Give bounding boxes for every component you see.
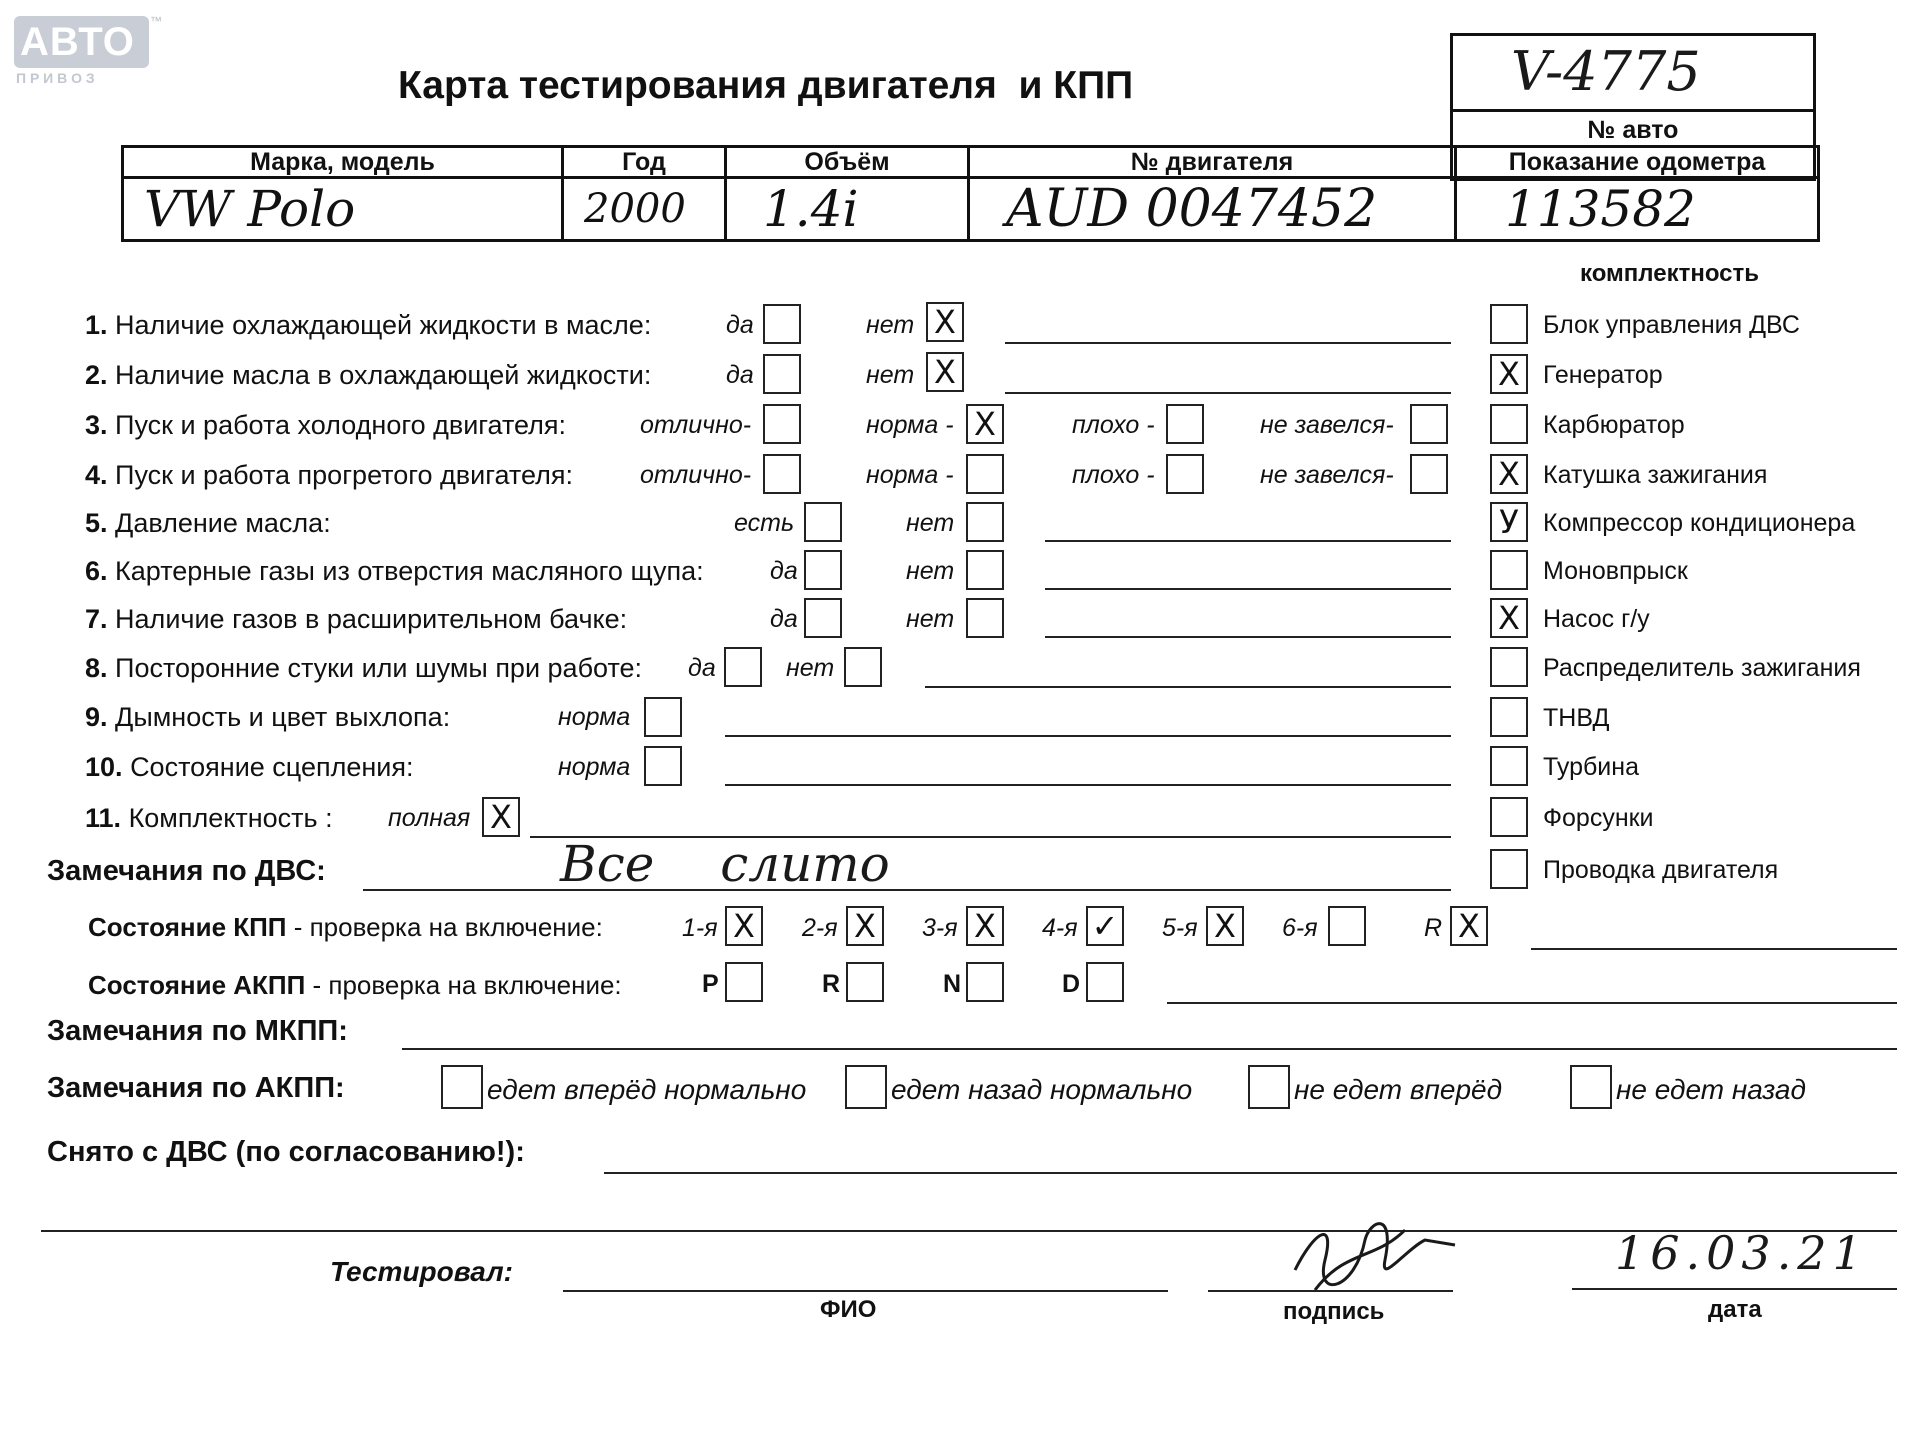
kpp-gear-6-checkbox[interactable] bbox=[1328, 906, 1366, 946]
logo bbox=[14, 16, 149, 68]
q8-checkbox-net[interactable] bbox=[844, 647, 882, 687]
brand-header: Марка, модель bbox=[123, 147, 563, 178]
akpp-mode-n-label: N bbox=[943, 970, 962, 998]
dvs-remarks-label: Замечания по ДВС: bbox=[47, 855, 326, 887]
q3-option-bad: плохо - bbox=[1072, 411, 1155, 439]
q3-normal-mark: X bbox=[974, 405, 996, 443]
completeness-label-mono-injection: Моновпрыск bbox=[1543, 557, 1688, 585]
question-9: 9. Дымность и цвет выхлопа: bbox=[85, 702, 451, 732]
completeness-checkbox-injection-pump[interactable] bbox=[1490, 697, 1528, 737]
ignition-coil-mark: X bbox=[1498, 455, 1520, 493]
q2-checkbox-da[interactable] bbox=[763, 354, 801, 394]
date-label: дата bbox=[1708, 1296, 1762, 1323]
kpp-gear-1-label: 1-я bbox=[682, 914, 718, 942]
power-steering-pump-mark: X bbox=[1498, 599, 1520, 637]
completeness-checkbox-ignition-coil[interactable] bbox=[1490, 454, 1528, 494]
q3-option-not-started: не завелся- bbox=[1260, 411, 1394, 439]
mkpp-remarks-label: Замечания по МКПП: bbox=[47, 1015, 348, 1047]
q9-checkbox-normal[interactable] bbox=[644, 697, 682, 737]
question-6: 6. Картерные газы из отверстия масляного щупа: bbox=[85, 556, 704, 586]
q1-option-da: да bbox=[726, 311, 754, 339]
dvs-remarks-line bbox=[363, 889, 1451, 891]
q3-checkbox-excellent[interactable] bbox=[763, 404, 801, 444]
completeness-checkbox-engine-wiring[interactable] bbox=[1490, 849, 1528, 889]
q7-checkbox-da[interactable] bbox=[804, 598, 842, 638]
completeness-title: комплектность bbox=[1580, 260, 1760, 287]
akpp-no-reverse-label: не едет назад bbox=[1616, 1074, 1806, 1105]
car-number-value: V-4775 bbox=[1511, 40, 1701, 103]
completeness-checkbox-ecu[interactable] bbox=[1490, 304, 1528, 344]
q4-checkbox-bad[interactable] bbox=[1166, 454, 1204, 494]
q6-checkbox-da[interactable] bbox=[804, 550, 842, 590]
odometer-value: 113582 bbox=[1456, 178, 1819, 241]
completeness-label-generator: Генератор bbox=[1543, 361, 1663, 389]
q7-checkbox-net[interactable] bbox=[966, 598, 1004, 638]
fio-line bbox=[563, 1290, 1168, 1292]
completeness-checkbox-turbine[interactable] bbox=[1490, 746, 1528, 786]
q5-option-yes: есть bbox=[734, 509, 795, 537]
akpp-mode-p-checkbox[interactable] bbox=[725, 962, 763, 1002]
generator-mark: X bbox=[1498, 355, 1520, 393]
question-3: 3. Пуск и работа холодного двигателя: bbox=[85, 410, 567, 440]
completeness-label-turbine: Турбина bbox=[1543, 753, 1639, 781]
akpp-mode-p-label: P bbox=[702, 970, 719, 998]
completeness-label-ac-compressor: Компрессор кондиционера bbox=[1543, 509, 1856, 537]
akpp-no-forward-label: не едет вперёд bbox=[1294, 1074, 1503, 1105]
q8-note-line bbox=[925, 686, 1451, 688]
kpp-gear-3-checkbox[interactable]: X bbox=[966, 906, 1004, 946]
kpp-gear-4-checkbox[interactable]: ✓ bbox=[1086, 906, 1124, 946]
akpp-remarks-label: Замечания по АКПП: bbox=[47, 1072, 345, 1104]
logo-tm: ™ bbox=[150, 14, 162, 28]
car-number-label: № авто bbox=[1587, 116, 1679, 144]
kpp-gear-2-checkbox[interactable]: X bbox=[846, 906, 884, 946]
volume-header: Объём bbox=[726, 147, 969, 178]
question-2: 2. Наличие масла в охлаждающей жидкости: bbox=[85, 360, 652, 390]
q4-checkbox-excellent[interactable] bbox=[763, 454, 801, 494]
completeness-checkbox-ac-compressor[interactable] bbox=[1490, 502, 1528, 542]
akpp-note-line bbox=[1167, 1002, 1897, 1004]
akpp-mode-n-checkbox[interactable] bbox=[966, 962, 1004, 1002]
logo-subtext: П Р И В О З bbox=[16, 70, 95, 86]
akpp-mode-r-label: R bbox=[822, 970, 841, 998]
completeness-label-power-steering-pump: Насос г/у bbox=[1543, 605, 1650, 633]
q4-option-normal: норма - bbox=[866, 461, 954, 489]
q5-option-no: нет bbox=[906, 509, 955, 537]
question-7: 7. Наличие газов в расширительном бачке: bbox=[85, 604, 628, 634]
engine-header: № двигателя bbox=[969, 147, 1456, 178]
q11-full-mark: X bbox=[490, 798, 512, 836]
q5-note-line bbox=[1045, 540, 1451, 542]
q5-checkbox-no[interactable] bbox=[966, 502, 1004, 542]
q1-checkbox-net[interactable] bbox=[926, 302, 964, 342]
tested-by-label: Тестировал: bbox=[330, 1256, 513, 1287]
q5-checkbox-yes[interactable] bbox=[804, 502, 842, 542]
q1-net-mark: X bbox=[934, 303, 956, 341]
vehicle-info-table bbox=[121, 145, 1820, 242]
q9-note-line bbox=[725, 735, 1451, 737]
q11-checkbox-full[interactable] bbox=[482, 797, 520, 837]
q2-option-net: нет bbox=[866, 361, 915, 389]
q3-option-normal: норма - bbox=[866, 411, 954, 439]
q6-option-da: да bbox=[770, 557, 798, 585]
q10-checkbox-normal[interactable] bbox=[644, 746, 682, 786]
q4-option-bad: плохо - bbox=[1072, 461, 1155, 489]
q9-option-normal: норма bbox=[558, 703, 631, 731]
q1-option-net: нет bbox=[866, 311, 915, 339]
q1-checkbox-da[interactable] bbox=[763, 304, 801, 344]
question-4: 4. Пуск и работа прогретого двигателя: bbox=[85, 460, 573, 490]
completeness-label-injectors: Форсунки bbox=[1543, 804, 1654, 832]
kpp-gear-4-label: 4-я bbox=[1042, 914, 1078, 942]
odometer-header: Показание одометра bbox=[1456, 147, 1819, 178]
q2-note-line bbox=[1005, 392, 1451, 394]
kpp-gear-5-label: 5-я bbox=[1162, 914, 1198, 942]
fio-label: ФИО bbox=[820, 1296, 877, 1323]
akpp-forward-ok-checkbox[interactable] bbox=[441, 1065, 483, 1109]
q11-option-full: полная bbox=[388, 804, 471, 832]
question-11: 11. Комплектность : bbox=[85, 803, 333, 833]
kpp-gear-r-label: R bbox=[1424, 914, 1443, 942]
akpp-label: Состояние АКПП - проверка на включение: bbox=[88, 970, 622, 1000]
ac-compressor-mark: У bbox=[1499, 503, 1519, 541]
car-number-divider bbox=[1453, 109, 1813, 112]
brand-value: VW Polo bbox=[123, 178, 563, 241]
removed-from-engine-line bbox=[604, 1172, 1897, 1174]
q4-option-excellent: отлично- bbox=[640, 461, 752, 489]
signature-scribble bbox=[1255, 1200, 1475, 1310]
completeness-label-injection-pump: ТНВД bbox=[1543, 704, 1610, 732]
kpp-gear-r-checkbox[interactable]: X bbox=[1450, 906, 1488, 946]
q10-note-line bbox=[725, 784, 1451, 786]
kpp-label: Состояние КПП - проверка на включение: bbox=[88, 912, 603, 942]
q8-option-net: нет bbox=[786, 654, 835, 682]
q3-checkbox-bad[interactable] bbox=[1166, 404, 1204, 444]
kpp-gear-3-label: 3-я bbox=[922, 914, 958, 942]
q7-note-line bbox=[1045, 636, 1451, 638]
q2-net-mark: X bbox=[934, 353, 956, 391]
completeness-checkbox-mono-injection[interactable] bbox=[1490, 550, 1528, 590]
akpp-no-forward-checkbox[interactable] bbox=[1248, 1065, 1290, 1109]
kpp-gear-6-label: 6-я bbox=[1282, 914, 1318, 942]
completeness-label-distributor: Распределитель зажигания bbox=[1543, 654, 1861, 682]
engine-value: AUD 0047452 bbox=[969, 178, 1456, 241]
date-line bbox=[1572, 1288, 1897, 1290]
question-5: 5. Давление масла: bbox=[85, 508, 331, 538]
completeness-checkbox-distributor[interactable] bbox=[1490, 647, 1528, 687]
question-1: 1. Наличие охлаждающей жидкости в масле: bbox=[85, 310, 652, 340]
q2-checkbox-net[interactable] bbox=[926, 352, 964, 392]
akpp-reverse-ok-checkbox[interactable] bbox=[845, 1065, 887, 1109]
akpp-mode-d-checkbox[interactable] bbox=[1086, 962, 1124, 1002]
q1-note-line bbox=[1005, 342, 1451, 344]
completeness-checkbox-carburetor[interactable] bbox=[1490, 404, 1528, 444]
date-value: 16.03.21 bbox=[1615, 1226, 1868, 1280]
volume-value: 1.4i bbox=[726, 178, 969, 241]
completeness-label-carburetor: Карбюратор bbox=[1543, 411, 1685, 439]
q4-checkbox-not-started[interactable] bbox=[1410, 454, 1448, 494]
completeness-checkbox-power-steering-pump[interactable] bbox=[1490, 598, 1528, 638]
q7-option-da: да bbox=[770, 605, 798, 633]
kpp-gear-2-label: 2-я bbox=[802, 914, 838, 942]
akpp-reverse-ok-label: едет назад нормально bbox=[891, 1074, 1193, 1105]
q3-checkbox-normal[interactable] bbox=[966, 404, 1004, 444]
page-title: Карта тестирования двигателя и КПП bbox=[398, 64, 1134, 107]
year-value: 2000 bbox=[563, 178, 726, 241]
completeness-label-ignition-coil: Катушка зажигания bbox=[1543, 461, 1768, 489]
year-header: Год bbox=[563, 147, 726, 178]
q4-checkbox-normal[interactable] bbox=[966, 454, 1004, 494]
q6-checkbox-net[interactable] bbox=[966, 550, 1004, 590]
q3-option-excellent: отлично- bbox=[640, 411, 752, 439]
q6-note-line bbox=[1045, 588, 1451, 590]
kpp-gear-5-checkbox[interactable]: X bbox=[1206, 906, 1244, 946]
completeness-label-engine-wiring: Проводка двигателя bbox=[1543, 856, 1779, 884]
akpp-forward-ok-label: едет вперёд нормально bbox=[487, 1074, 807, 1105]
completeness-label-ecu: Блок управления ДВС bbox=[1543, 311, 1800, 339]
q10-option-normal: норма bbox=[558, 753, 631, 781]
mkpp-remarks-line bbox=[402, 1048, 1897, 1050]
q8-option-da: да bbox=[688, 654, 716, 682]
completeness-checkbox-generator[interactable] bbox=[1490, 354, 1528, 394]
q7-option-net: нет bbox=[906, 605, 955, 633]
signature-label: подпись bbox=[1283, 1298, 1385, 1325]
removed-from-engine-label: Снято с ДВС (по согласованию!): bbox=[47, 1136, 525, 1168]
akpp-no-reverse-checkbox[interactable] bbox=[1570, 1065, 1612, 1109]
dvs-remarks-value: Все слито bbox=[560, 835, 890, 893]
question-8: 8. Посторонние стуки или шумы при работе: bbox=[85, 653, 643, 683]
akpp-mode-d-label: D bbox=[1062, 970, 1081, 998]
q3-checkbox-not-started[interactable] bbox=[1410, 404, 1448, 444]
q8-checkbox-da[interactable] bbox=[724, 647, 762, 687]
q2-option-da: да bbox=[726, 361, 754, 389]
kpp-gear-1-checkbox[interactable]: X bbox=[725, 906, 763, 946]
q6-option-net: нет bbox=[906, 557, 955, 585]
logo-text: АВТО bbox=[20, 20, 135, 64]
completeness-checkbox-injectors[interactable] bbox=[1490, 797, 1528, 837]
q4-option-not-started: не завелся- bbox=[1260, 461, 1394, 489]
kpp-note-line bbox=[1531, 948, 1897, 950]
akpp-mode-r-checkbox[interactable] bbox=[846, 962, 884, 1002]
question-10: 10. Состояние сцепления: bbox=[85, 752, 414, 782]
